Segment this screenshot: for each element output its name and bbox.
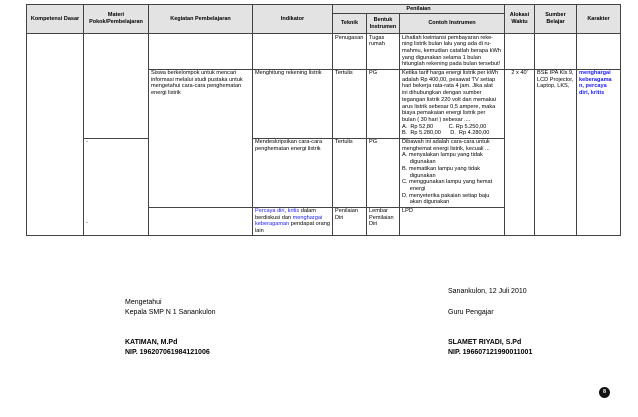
header-karakter: Karakter: [577, 5, 621, 34]
teknik-cell: Tertulis: [333, 138, 367, 207]
kepala-sekolah-name: KATIMAN, M.Pd: [125, 339, 178, 346]
bentuk-cell: Lembar Pemilaian Diri: [367, 207, 400, 236]
contoh-cell: Dibawah ini adalah cara-cara untuk menghemat energi listrik, kecuali ... A. menyalakan lampu yang tidak digunakan B. mematikan lampu yang tidak digunakan C. menggunakan lampu yang hemat energi D. menyeterika pakaian setiap baju akan digunakan: [400, 138, 505, 207]
bentuk-cell: PG: [367, 138, 400, 207]
header-kegiatan: Kegiatan Pembelajaran: [149, 5, 253, 34]
header-alokasi: Alokasi Waktu: [505, 5, 535, 34]
kegiatan-cell: Siswa berkelompok untuk mencari informasi melalui studi pustaka untuk mengetahui cara-cara penghematan energi listrik: [149, 69, 253, 207]
header-penilaian: Penilaian: [333, 5, 505, 14]
indikator-cell: Menghitung rekening listrik: [253, 69, 333, 138]
header-sumber: Sumber Belajar: [535, 5, 577, 34]
page-number-badge: 8: [599, 387, 610, 398]
teknik-cell: Penilaian Diri: [333, 207, 367, 236]
teknik-cell: Penugasan: [333, 34, 367, 70]
indikator-cell: Mendeskripsikan cara-cara penghematan energi listrik: [253, 138, 333, 207]
header-bentuk: Bentuk Instrumen: [367, 14, 400, 34]
guru-nip: NIP. 196607121990011001: [448, 349, 533, 356]
guru-name: SLAMET RIYADI, S.Pd: [448, 339, 522, 346]
alokasi-cell: [505, 34, 535, 70]
contoh-cell: Ketika tarif harga energi listrik per kWh adalah Rp 400,00, pesawat TV setiap hari bekerja rata-rata 4 jam. Jika alat ini dihubungkan dengan sumber tegangan listrik 220 volt dan memakai arus listrik sebesar 0,5 ampere, maka biaya pemakaian energi listrik per bulan ( 30 hari ) sebesar .... A. Rp 52,80 C. Rp 5.250,00 B. Rp 5.280,00 D. Rp 4.280,00: [400, 69, 505, 138]
guru-pengajar-label: Guru Pengajar: [448, 309, 494, 316]
materi-cell: [84, 138, 149, 236]
kegiatan-cell: [149, 34, 253, 70]
header-kompetensi-dasar: Kompetensi Dasar: [27, 5, 84, 34]
kepala-sekolah-label: Kepala SMP N 1 Sanankulon: [125, 309, 216, 316]
silabus-table: [26, 4, 621, 236]
karakter-cell: menghargai keberagama n, percaya diri, kritis: [577, 69, 621, 236]
materi-dash: -: [86, 219, 88, 226]
materi-dash: -: [86, 139, 88, 146]
header-teknik: Teknik: [333, 14, 367, 34]
kompetensi-cell: [27, 34, 84, 236]
contoh-cell: LPD: [400, 207, 505, 236]
table-row: [27, 34, 621, 70]
kepala-sekolah-nip: NIP. 196207061984121006: [125, 349, 210, 356]
header-contoh: Contoh Instrumen: [400, 14, 505, 34]
alokasi-cell: 2 x 40': [505, 69, 535, 236]
place-date: Sanankulon, 12 Juli 2010: [448, 288, 527, 295]
header-materi: Materi Pokok/Pembelajaran: [84, 5, 149, 34]
mengetahui-label: Mengetahui: [125, 299, 162, 306]
karakter-cell: [577, 34, 621, 70]
sumber-cell: BSE IPA Kls 9, LCD Projector, Laptop, LKS,: [535, 69, 577, 236]
sumber-cell: [535, 34, 577, 70]
materi-cell: [84, 34, 149, 139]
kegiatan-cell: [149, 207, 253, 236]
bentuk-cell: Tugas rumah: [367, 34, 400, 70]
contoh-cell: Lihatlah kwintansi pembayaran reke- ning listrik bulan lalu yang ada di ru- mahmu, kemudian catatlah berapa kWh yang digunakan selama 1 bulan hitunglah rekening pada bulan tersebut!: [400, 34, 505, 70]
bentuk-cell: PG: [367, 69, 400, 138]
header-indikator: Indikator: [253, 5, 333, 34]
teknik-cell: Tertulis: [333, 69, 367, 138]
indikator-cell: [253, 34, 333, 70]
indikator-cell: Percaya diri, kritis dalam berdiskusi dan menghargai keberagaman pendapat orang lain: [253, 207, 333, 236]
